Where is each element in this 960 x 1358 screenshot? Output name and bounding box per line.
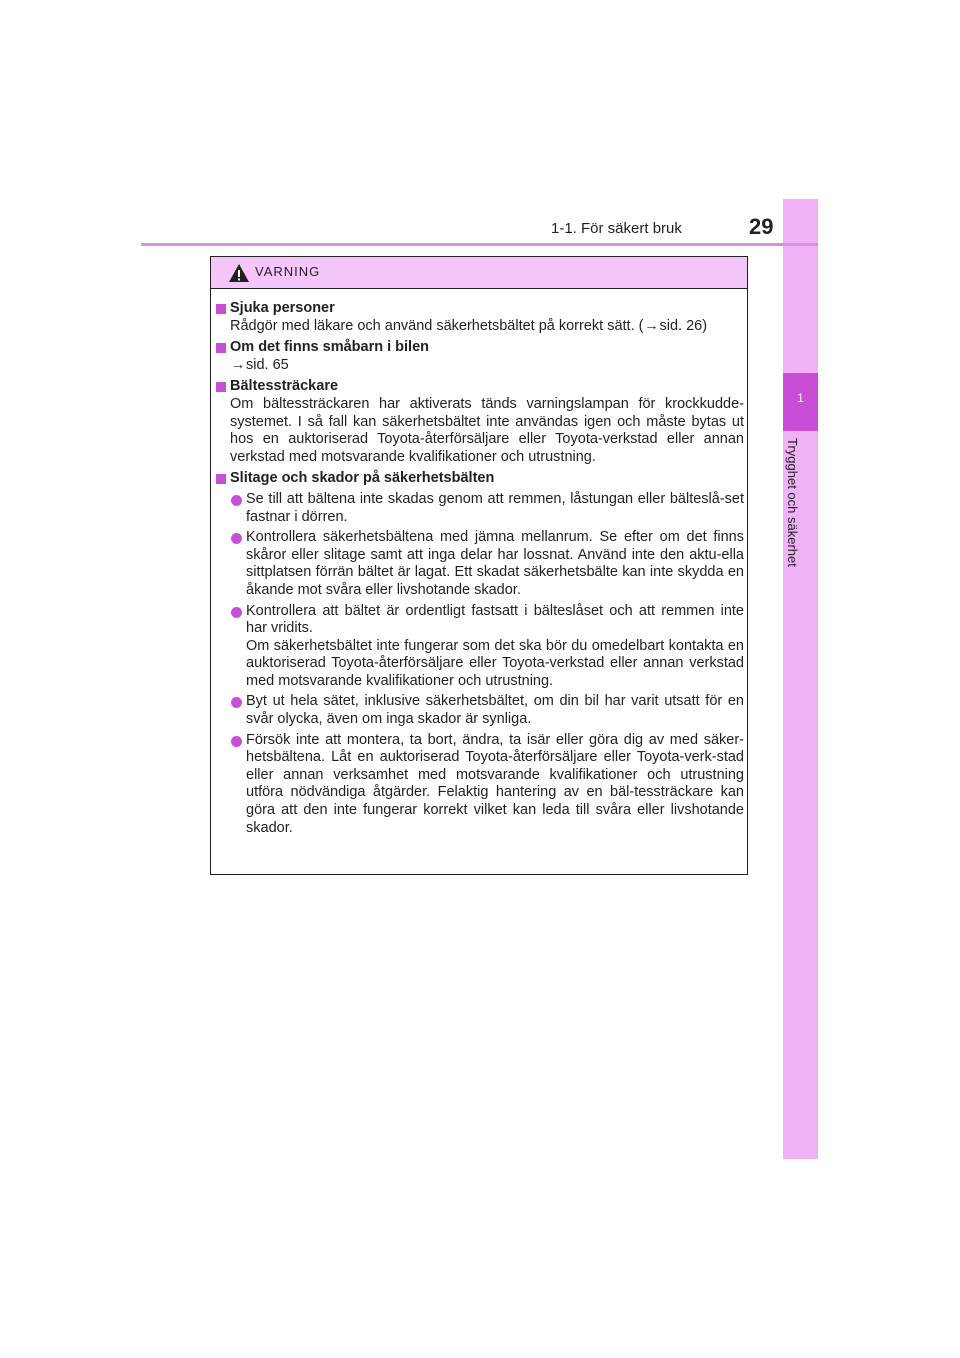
section-wear-damage	[216, 470, 744, 837]
section-body: Om bältessträckaren har aktiverats tänds varningslampan för krockkudde-systemet. I så fall kan säkerhetsbältet inte användas igen och måste bytas ut hos en auktoriserad Toyota-återförsäljare eller Toyota-verkstad eller annan verkstad med motsvarande kvalifikationer och utrustning.	[230, 395, 744, 465]
warning-box	[210, 256, 748, 875]
square-bullet-icon	[216, 382, 226, 392]
section-small-children	[216, 339, 744, 374]
list-item: Kontrollera säkerhetsbältena med jämna mellanrum. Se efter om det finns skåror eller slitage samt att inga delar har lossnat. Använd inte den aktu-ella sittplatsen förrän bältet är lagat. Ett skadat säkerhetsbälte kan inte skydda en åkande mot svåra eller livshotande skador.	[216, 529, 744, 599]
warning-content	[216, 300, 744, 841]
page-number: 29	[749, 214, 774, 239]
list-item: Se till att bältena inte skadas genom att remmen, låstungan eller bälteslå-set fastnar i dörren.	[216, 491, 744, 526]
section-title: Slitage och skador på säkerhetsbälten	[216, 470, 744, 488]
warning-triangle-icon	[228, 263, 250, 283]
warning-label: VARNING	[255, 264, 321, 279]
section-body: Rådgör med läkare och använd säkerhetsbältet på korrekt sätt. (→sid. 26)	[230, 317, 708, 334]
section-title: Om det finns småbarn i bilen	[216, 339, 744, 357]
section-pretensioner	[216, 378, 744, 466]
round-bullet-icon	[231, 697, 242, 708]
list-item: Kontrollera att bältet är ordentligt fastsatt i bälteslåset och att remmen inte har vridits. Om säkerhetsbältet inte fungerar som det ska bör du omedelbart kontakta en auktoriserad Toyota-återförsäljare eller Toyota-verkstad eller annan verkstad med motsvarande kvalifikationer och utrustning.	[216, 603, 744, 691]
section-sick-persons	[216, 300, 744, 335]
section-body	[216, 357, 744, 375]
square-bullet-icon	[216, 343, 226, 353]
warning-header	[211, 257, 747, 289]
chapter-title: Trygghet och säkerhet	[785, 438, 800, 567]
header-rule	[141, 243, 818, 246]
chapter-tab	[783, 199, 818, 1159]
page-reference: sid. 65	[246, 356, 289, 373]
page-reference: sid. 26)	[659, 317, 708, 334]
round-bullet-icon	[231, 495, 242, 506]
list-item: Byt ut hela sätet, inklusive säkerhetsbältet, om din bil har varit utsatt för en svår olycka, även om inga skador är synliga.	[216, 693, 744, 728]
square-bullet-icon	[216, 474, 226, 484]
list-item: Försök inte att montera, ta bort, ändra, ta isär eller göra dig av med säker-hetsbältena. Låt en auktoriserad Toyota-återförsäljare eller Toyota-verk-stad eller annan verksamhet med motsvarande kvalifikationer och utrustning utföra nödvändiga åtgärder. Felaktig hantering av en bäl-tessträckare kan göra att den inte fungerar korrekt vilket kan leda till svåra eller livshotande skador.	[216, 732, 744, 838]
section-title: Sjuka personer	[216, 300, 744, 318]
section-title: Bältessträckare	[216, 378, 744, 396]
round-bullet-icon	[231, 736, 242, 747]
arrow-right-icon: →	[230, 356, 246, 373]
round-bullet-icon	[231, 533, 242, 544]
round-bullet-icon	[231, 607, 242, 618]
arrow-right-icon: →	[644, 317, 659, 334]
square-bullet-icon	[216, 304, 226, 314]
chapter-number: 1	[797, 391, 804, 405]
section-title: 1-1. För säkert bruk	[551, 220, 682, 237]
